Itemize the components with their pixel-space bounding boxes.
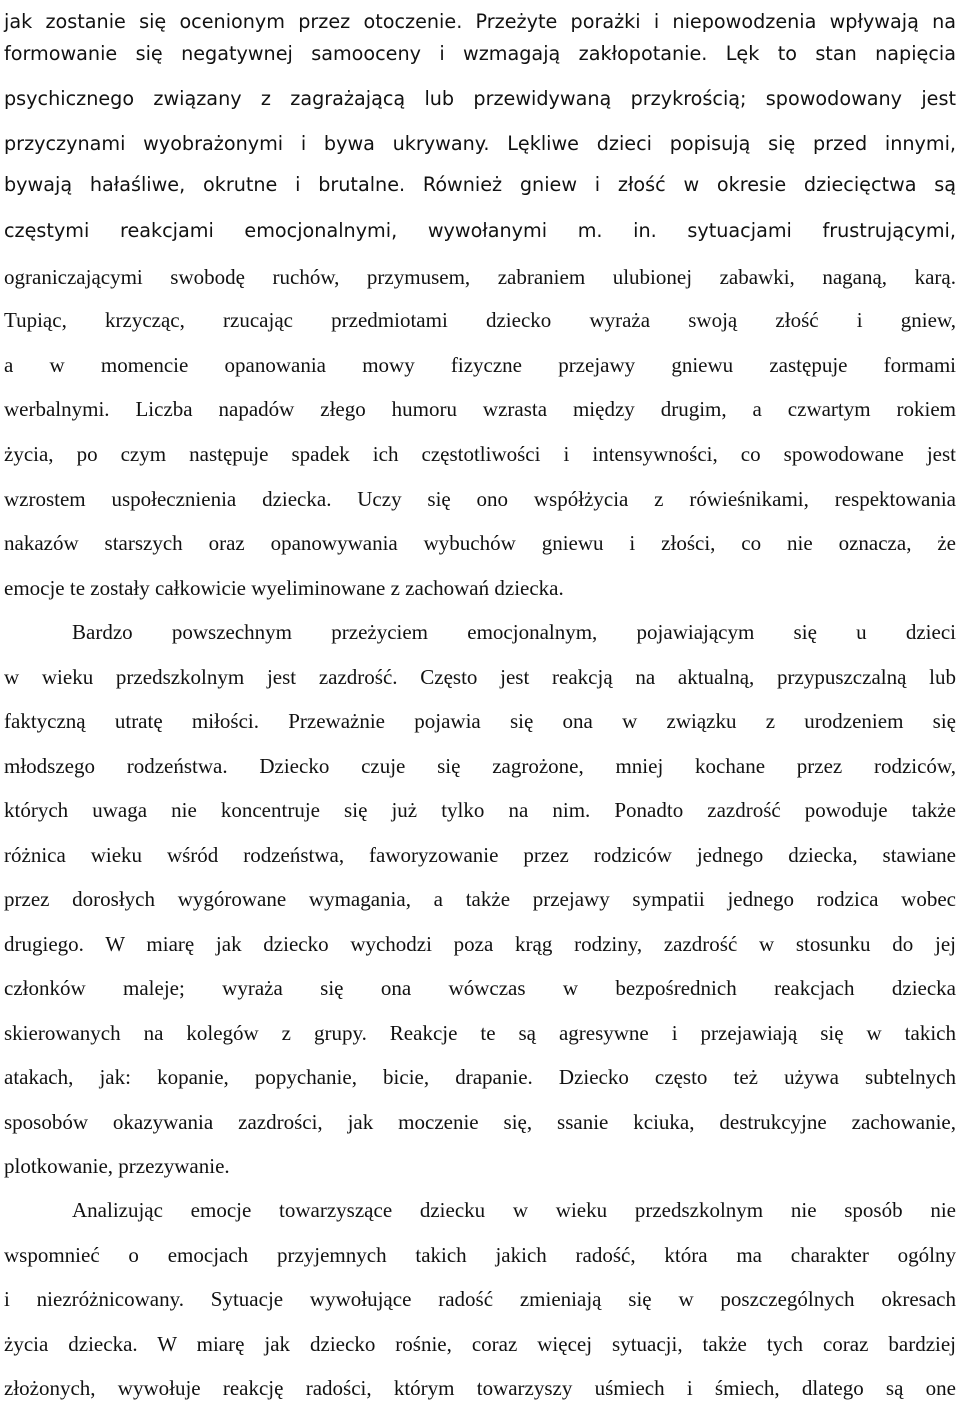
text-line: ograniczającymi swobodę ruchów, przymusem, zabraniem ulubionej zabawki, naganą, karą. bbox=[4, 265, 956, 289]
text-line: plotkowanie, przezywanie. bbox=[4, 1154, 230, 1178]
text-line: nakazów starszych oraz opanowywania wybuchów gniewu i złości, co nie oznacza, że bbox=[4, 531, 956, 555]
text-line: różnica wieku wśród rodzeństwa, faworyzowanie przez rodziców jednego dziecka, stawiane bbox=[4, 843, 956, 867]
text-line: złożonych, wywołuje reakcję radości, którym towarzyszy uśmiech i śmiech, dlatego są one bbox=[4, 1376, 956, 1400]
text-line: atakach, jak: kopanie, popychanie, bicie, drapanie. Dziecko często też używa subtelnych bbox=[4, 1065, 956, 1089]
text-line: werbalnymi. Liczba napadów złego humoru wzrasta między drugim, a czwartym rokiem bbox=[4, 397, 956, 421]
text-line: wzrostem uspołecznienia dziecka. Uczy się ono współżycia z rówieśnikami, respektowania bbox=[4, 487, 956, 511]
text-line: życia, po czym następuje spadek ich częstotliwości i intensywności, co spowodowane jest bbox=[4, 442, 956, 466]
text-line: wspomnieć o emocjach przyjemnych takich jakich radość, która ma charakter ogólny bbox=[4, 1243, 956, 1267]
text-line: jak zostanie się ocenionym przez otoczenie. Przeżyte porażki i niepowodzenia wpływają na bbox=[4, 10, 956, 33]
text-line: sposobów okazywania zazdrości, jak moczenie się, ssanie kciuka, destrukcyjne zachowanie, bbox=[4, 1110, 956, 1134]
text-line: przyczynami wyobrażonymi i bywa ukrywany. Lękliwe dzieci popisują się przed innymi, bbox=[4, 132, 956, 155]
text-line: w wieku przedszkolnym jest zazdrość. Często jest reakcją na aktualną, przypuszczalną lub bbox=[4, 665, 956, 689]
text-line: psychicznego związany z zagrażającą lub przewidywaną przykrością; spowodowany jest bbox=[4, 87, 956, 110]
text-line: skierowanych na kolegów z grupy. Reakcje te są agresywne i przejawiają się w takich bbox=[4, 1021, 956, 1045]
text-line: częstymi reakcjami emocjonalnymi, wywołanymi m. in. sytuacjami frustrującymi, bbox=[4, 219, 956, 242]
text-line: i niezróżnicowany. Sytuacje wywołujące radość zmieniają się w poszczególnych okresach bbox=[4, 1287, 956, 1311]
text-line: formowanie się negatywnej samooceny i wzmagają zakłopotanie. Lęk to stan napięcia bbox=[4, 42, 956, 65]
text-line: Bardzo powszechnym przeżyciem emocjonalnym, pojawiającym się u dzieci bbox=[72, 620, 956, 644]
text-line: Analizując emocje towarzyszące dziecku w wieku przedszkolnym nie sposób nie bbox=[72, 1198, 956, 1222]
text-line: przez dorosłych wygórowane wymagania, a także przejawy sympatii jednego rodzica wobec bbox=[4, 887, 956, 911]
text-line: młodszego rodzeństwa. Dziecko czuje się zagrożone, mniej kochane przez rodziców, bbox=[4, 754, 956, 778]
text-line: Tupiąc, krzycząc, rzucając przedmiotami dziecko wyraża swoją złość i gniew, bbox=[4, 308, 956, 332]
text-line: bywają hałaśliwe, okrutne i brutalne. Również gniew i złość w okresie dziecięctwa są bbox=[4, 173, 956, 196]
text-line: członków maleje; wyraża się ona wówczas w bezpośrednich reakcjach dziecka bbox=[4, 976, 956, 1000]
text-line: których uwaga nie koncentruje się już tylko na nim. Ponadto zazdrość powoduje także bbox=[4, 798, 956, 822]
text-line: drugiego. W miarę jak dziecko wychodzi poza krąg rodziny, zazdrość w stosunku do jej bbox=[4, 932, 956, 956]
text-line: faktyczną utratę miłości. Przeważnie pojawia się ona w związku z urodzeniem się bbox=[4, 709, 956, 733]
text-line: życia dziecka. W miarę jak dziecko rośnie, coraz więcej sytuacji, także tych coraz bardziej bbox=[4, 1332, 956, 1356]
text-line: emocje te zostały całkowicie wyeliminowane z zachowań dziecka. bbox=[4, 576, 564, 600]
text-line: a w momencie opanowania mowy fizyczne przejawy gniewu zastępuje formami bbox=[4, 353, 956, 377]
